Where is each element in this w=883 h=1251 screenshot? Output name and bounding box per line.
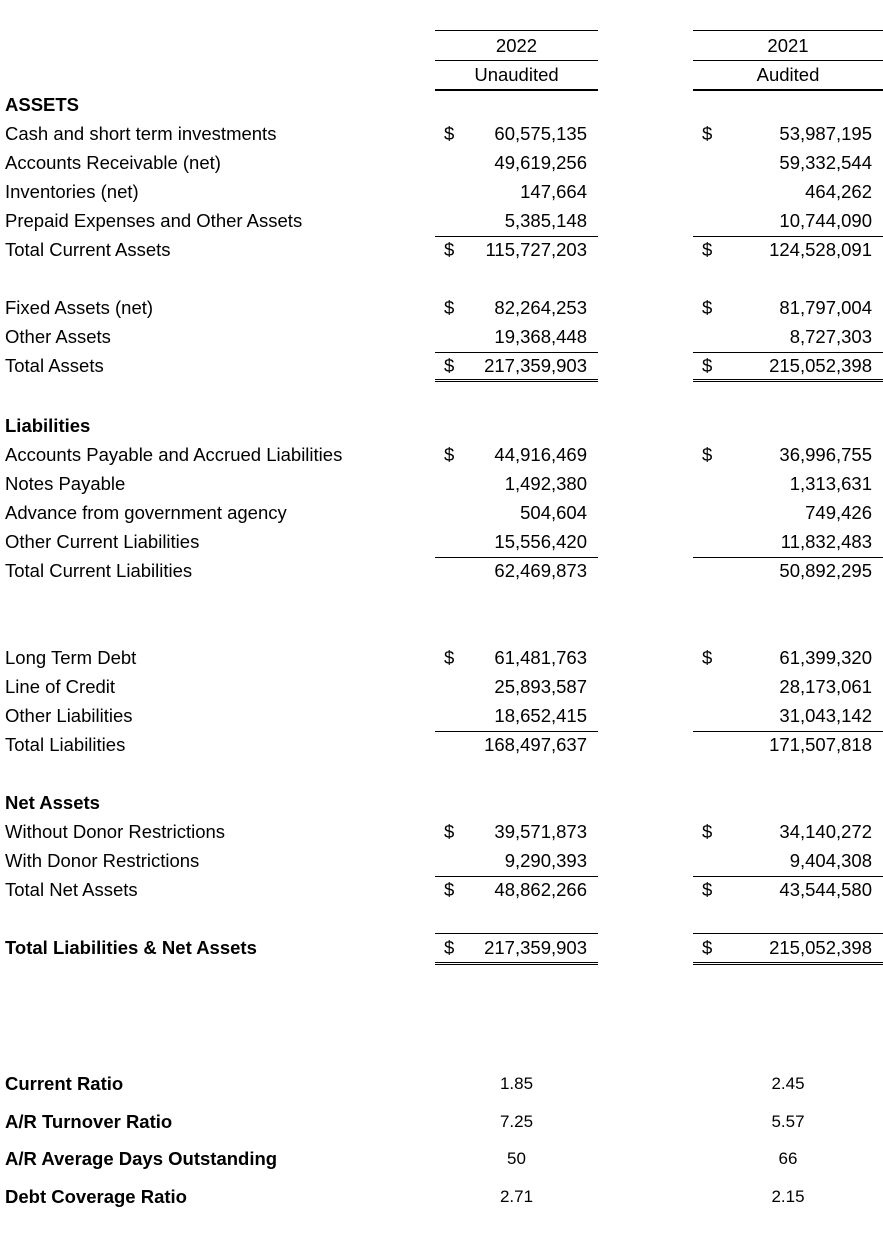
value-2021: 11,832,483 (780, 531, 872, 552)
value-2022: 504,604 (520, 502, 587, 523)
value-2021: 8,727,303 (789, 326, 872, 347)
col-2021-status: Audited (756, 64, 820, 85)
value-2021: 1,313,631 (789, 473, 872, 494)
value-2021: 31,043,142 (779, 705, 872, 726)
value-2021: 28,173,061 (779, 676, 872, 697)
currency-symbol: $ (444, 647, 455, 668)
currency-symbol: $ (444, 937, 455, 958)
row-label: Notes Payable (5, 473, 126, 494)
currency-symbol: $ (702, 355, 713, 376)
value-2021: 124,528,091 (769, 239, 872, 260)
value-2022: 49,619,256 (494, 152, 587, 173)
value-2021: 749,426 (805, 502, 872, 523)
value-2022: 19,368,448 (494, 326, 587, 347)
currency-symbol: $ (702, 123, 713, 144)
ratio-label: Current Ratio (5, 1073, 124, 1094)
value-2022: 115,727,203 (485, 239, 587, 260)
value-2022: 44,916,469 (494, 444, 587, 465)
rule-line (693, 557, 883, 558)
value-2021: 10,744,090 (779, 210, 872, 231)
value-2022: 60,575,135 (494, 123, 587, 144)
ratio-2021: 5.57 (771, 1112, 805, 1131)
rule-line (435, 876, 598, 877)
currency-symbol: $ (444, 821, 455, 842)
row-label: Other Assets (5, 326, 111, 347)
rule-line (435, 962, 598, 965)
rule-line (693, 731, 883, 732)
rule-line (435, 933, 598, 934)
value-2021: 81,797,004 (779, 297, 872, 318)
row-label: With Donor Restrictions (5, 850, 200, 871)
ratio-2022: 7.25 (499, 1112, 534, 1131)
value-2021: 215,052,398 (769, 355, 872, 376)
rule-line (693, 236, 883, 237)
row-label: Other Current Liabilities (5, 531, 200, 552)
row-label: Total Net Assets (5, 879, 138, 900)
value-2022: 25,893,587 (494, 676, 587, 697)
currency-symbol: $ (444, 879, 455, 900)
value-2022: 168,497,637 (484, 734, 587, 755)
header-rule (693, 89, 883, 91)
row-label: Advance from government agency (5, 502, 287, 523)
currency-symbol: $ (702, 297, 713, 318)
value-2022: 9,290,393 (504, 850, 587, 871)
col-2022-year: 2022 (495, 35, 538, 56)
rule-line (693, 933, 883, 934)
value-2021: 215,052,398 (769, 937, 872, 958)
currency-symbol: $ (702, 937, 713, 958)
currency-symbol: $ (444, 355, 455, 376)
value-2022: 15,556,420 (494, 531, 587, 552)
row-label: Long Term Debt (5, 647, 137, 668)
rule-line (435, 557, 598, 558)
row-label: Total Liabilities & Net Assets (5, 937, 257, 958)
row-label: Total Liabilities (5, 734, 126, 755)
value-2022: 18,652,415 (494, 705, 587, 726)
value-2021: 50,892,295 (779, 560, 872, 581)
value-2021: 59,332,544 (779, 152, 872, 173)
currency-symbol: $ (444, 123, 455, 144)
rule-line (693, 962, 883, 965)
row-label: Fixed Assets (net) (5, 297, 154, 318)
rule-line (435, 352, 598, 353)
value-2021: 36,996,755 (779, 444, 872, 465)
ratio-2022: 2.71 (499, 1187, 534, 1206)
row-label: Net Assets (5, 792, 100, 813)
row-label: Inventories (net) (5, 181, 139, 202)
ratio-label: A/R Average Days Outstanding (5, 1148, 278, 1169)
row-label: Line of Credit (5, 676, 116, 697)
ratio-2021: 66 (778, 1149, 798, 1168)
value-2021: 9,404,308 (789, 850, 872, 871)
header-rule (435, 60, 598, 61)
value-2022: 1,492,380 (504, 473, 587, 494)
value-2022: 48,862,266 (494, 879, 587, 900)
value-2021: 53,987,195 (779, 123, 872, 144)
value-2022: 147,664 (520, 181, 587, 202)
rule-line (435, 731, 598, 732)
currency-symbol: $ (702, 879, 713, 900)
value-2022: 82,264,253 (494, 297, 587, 318)
row-label: ASSETS (5, 94, 80, 115)
row-label: Without Donor Restrictions (5, 821, 226, 842)
value-2021: 43,544,580 (779, 879, 872, 900)
rule-line (693, 352, 883, 353)
rule-line (693, 876, 883, 877)
row-label: Total Assets (5, 355, 104, 376)
value-2022: 39,571,873 (494, 821, 587, 842)
value-2022: 5,385,148 (504, 210, 587, 231)
ratio-2021: 2.45 (771, 1074, 805, 1093)
row-label: Prepaid Expenses and Other Assets (5, 210, 303, 231)
row-label: Cash and short term investments (5, 123, 277, 144)
header-rule (693, 30, 883, 31)
value-2022: 217,359,903 (484, 355, 587, 376)
header-rule (693, 60, 883, 61)
value-2021: 34,140,272 (779, 821, 872, 842)
row-label: Total Current Assets (5, 239, 171, 260)
currency-symbol: $ (702, 647, 713, 668)
value-2021: 464,262 (805, 181, 872, 202)
header-rule (435, 30, 598, 31)
col-2022-status: Unaudited (474, 64, 559, 85)
row-label: Other Liabilities (5, 705, 133, 726)
ratio-2021: 2.15 (771, 1187, 805, 1206)
value-2022: 62,469,873 (494, 560, 587, 581)
header-rule (435, 89, 598, 91)
currency-symbol: $ (444, 239, 455, 260)
currency-symbol: $ (702, 821, 713, 842)
currency-symbol: $ (702, 444, 713, 465)
currency-symbol: $ (444, 444, 455, 465)
ratio-2022: 1.85 (499, 1074, 534, 1093)
value-2021: 171,507,818 (769, 734, 872, 755)
value-2021: 61,399,320 (779, 647, 872, 668)
ratio-label: Debt Coverage Ratio (5, 1186, 187, 1207)
currency-symbol: $ (702, 239, 713, 260)
row-label: Accounts Payable and Accrued Liabilities (5, 444, 343, 465)
currency-symbol: $ (444, 297, 455, 318)
ratio-2022: 50 (507, 1149, 526, 1168)
col-2021-year: 2021 (767, 35, 809, 56)
row-label: Total Current Liabilities (5, 560, 193, 581)
rule-line (435, 236, 598, 237)
ratio-label: A/R Turnover Ratio (5, 1111, 173, 1132)
rule-line (435, 379, 598, 382)
rule-line (693, 379, 883, 382)
value-2022: 217,359,903 (484, 937, 587, 958)
value-2022: 61,481,763 (494, 647, 587, 668)
row-label: Accounts Receivable (net) (5, 152, 221, 173)
row-label: Liabilities (5, 415, 91, 436)
